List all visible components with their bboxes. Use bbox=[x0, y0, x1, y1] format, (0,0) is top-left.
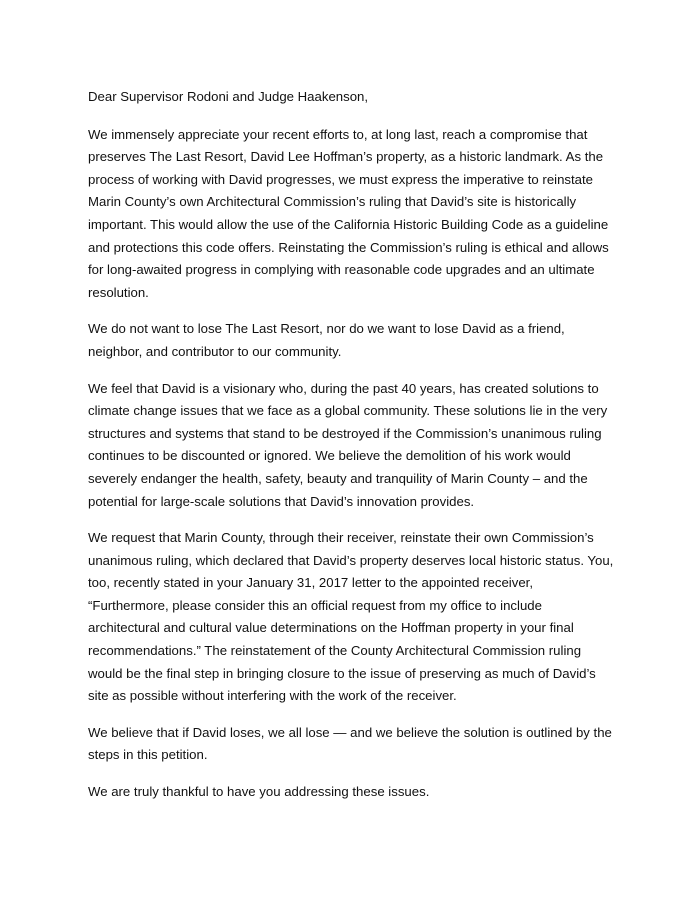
letter-paragraph-5: We believe that if David loses, we all lose — and we believe the solution is outlined by the steps in this petition. bbox=[88, 724, 612, 763]
letter-salutation: Dear Supervisor Rodoni and Judge Haakenson, bbox=[88, 89, 369, 104]
letter-paragraph-4: We request that Marin County, through their receiver, reinstate their own Commission’s unanimous ruling, which declared that David’s property deserves local historic status. You, too, recently stated in your January 31, 2017 letter to the appointed receiver, “Furthermore, please consider this an official request from my office to include architectural and cultural value determinations on the Hoffman property in your final recommendations.” The reinstatement of the County Architectural Commission ruling would be the final step in bringing closure to the issue of preserving as much of David’s site as possible without interfering with the work of the receiver. bbox=[88, 530, 614, 704]
letter-paragraph-6: We are truly thankful to have you addressing these issues. bbox=[88, 784, 430, 800]
letter-paragraph-2: We do not want to lose The Last Resort, nor do we want to lose David as a friend, neighbor, and contributor to our community. bbox=[88, 321, 565, 359]
letter-body bbox=[88, 86, 616, 818]
letter-paragraph-3: We feel that David is a visionary who, during the past 40 years, has created solutions to climate change issues that we face as a global community. These solutions lie in the very structures and systems that stand to be destroyed if the Commission’s unanimous ruling continues to be discounted or ignored. We believe the demolition of his work would severely endanger the health, safety, beauty and tranquility of Marin County – and the potential for large-scale solutions that David’s innovation provides. bbox=[88, 380, 608, 509]
letter-paragraph-1: We immensely appreciate your recent efforts to, at long last, reach a compromise that preserves The Last Resort, David Lee Hoffman’s property, as a historic landmark. As the process of working with David progresses, we must express the imperative to reinstate Marin County’s own Architectural Commission’s ruling that David’s site is historically important. This would allow the use of the California Historic Building Code as a guideline and protections this code offers. Reinstating the Commission’s ruling is ethical and allows for long-awaited progress in complying with reasonable code upgrades and an ultimate resolution. bbox=[88, 126, 609, 300]
